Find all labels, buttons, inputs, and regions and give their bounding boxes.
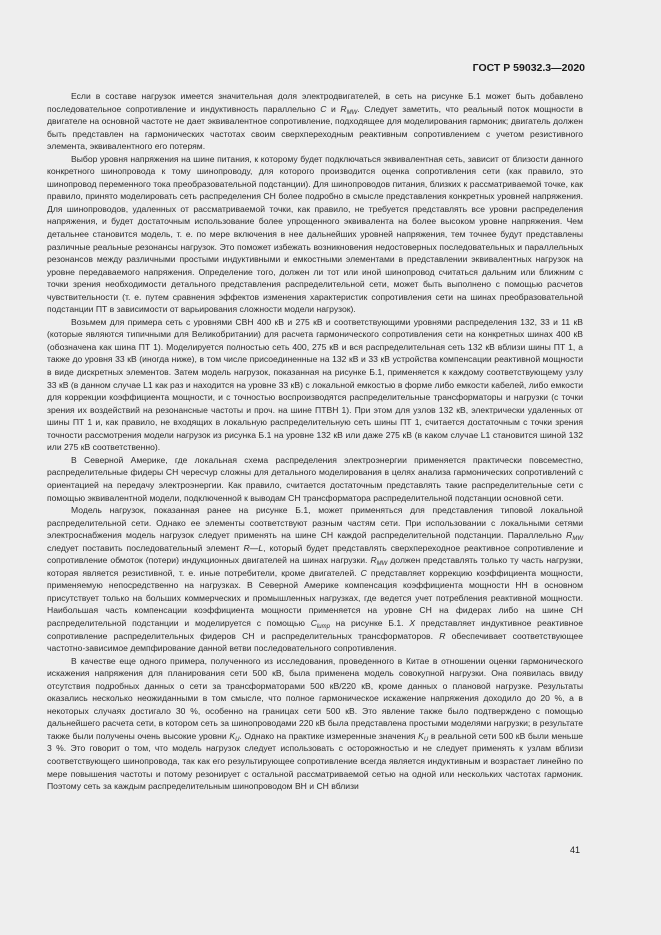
math-subscript: U	[235, 736, 240, 743]
page-number: 41	[569, 845, 580, 855]
paragraph-text: и	[326, 103, 341, 114]
paragraph-text: представляет коррекцию коэффициента мощности, применяемую непосредственно на нагрузках. В Северной Америке компенсация коэффициента мощности НН в основном присутствует только на больших коммерческих и промышленных нагрузках, где ведется учет потребления реактивной мощности. Наибольшая часть компенсации коэффициента мощности применяется на уровне СН на фидерах либо на шине СН распределительной подстанции и моделируется с помощью	[47, 567, 583, 628]
paragraph	[47, 504, 583, 655]
math-symbol: R—L	[243, 542, 264, 553]
math-subscript: MW	[376, 561, 388, 568]
paragraph	[47, 316, 583, 454]
document-header-standard-code: ГОСТ Р 59032.3—2020	[472, 62, 585, 74]
math-symbol: $C_{lump}$	[310, 617, 330, 630]
paragraph-text: следует поставить последовательный элемент	[47, 542, 244, 553]
math-subscript: MW	[346, 109, 358, 116]
math-symbol: $R_{MW}$	[340, 103, 358, 116]
math-symbol: C	[320, 103, 327, 114]
paragraph-text: В Северной Америке, где локальная схема распределения электроэнергии применяется практически повсеместно, распределительные фидеры СН чересчур сложны для детального моделирования в целях анализа гармонических сопротивлений с ориентацией на передачу электроэнергии. Как правило, считается достаточным представлять такие распределительные сети с помощью эквивалентной модели, подключенной к выводам СН трансформатора распределительной подстанции основной сети.	[47, 454, 583, 503]
paragraph	[47, 655, 583, 793]
math-symbol: $R_{MW}$	[370, 555, 388, 568]
math-symbol: R	[439, 630, 446, 641]
math-symbol: C	[360, 567, 367, 578]
paragraph-text: Если в составе нагрузок имеется значительная доля электродвигателей, в сеть на рисунке Б.1 может быть добавлено последовательное сопротивление и индуктивность параллельно	[47, 91, 583, 114]
math-subscript: lump	[316, 623, 330, 630]
paragraph	[47, 454, 583, 504]
paragraph-text: , который будет представлять сверхпереходное реактивное сопротивление и сопротивление обмоток (потери) индукционных двигателей на шинах нагрузки.	[47, 542, 583, 566]
paragraph	[47, 90, 583, 153]
document-body	[47, 90, 583, 793]
paragraph-text: В качестве еще одного примера, полученного из исследования, проведенного в Китае в отношении оценки гармонического искажения напряжения для планирования сети 500 кВ, была применена модель совокупной нагрузки. Она появилась ввиду отсутствия подробных данных о сети за трансформаторами 500 кВ/220 кВ, кроме данных о плановой нагрузке. Результаты оказались несколько неожиданными в том смысле, что полное гармоническое искажение напряжения доходило до 20 %, а в некоторых случаях достигало 30 %, особенно на границах сети 500 кВ. Это явление также было подтверждено с помощью дальнейшего расчета сети, в котором сеть за шинопроводами 220 кВ была представлена простыми моделями нагрузки; в результате также были получены очень высокие уровни	[47, 655, 583, 741]
math-subscript: U	[423, 736, 429, 743]
paragraph-text: должен представлять только ту часть нагрузки, которая является резистивной, т. е. иные потребители, кроме двигателей.	[47, 555, 583, 578]
paragraph-text: Возьмем для примера сеть с уровнями СВН 400 кВ и 275 кВ и соответствующими уровнями распределения 132, 33 и 11 кВ (которые являются типичными для Великобритании) для расчета гармонического сопротивления сети на конкретных шинах 400 кВ (обозначена как шина ПТ 1). Моделируется полностью сеть 400, 275 кВ и вся распределительная сеть 132 кВ вблизи шины ПТ 1, а также до уровня 33 кВ (иногда ниже), в том числе присоединенные на 132 кВ и 33 кВ устройства компенсации реактивной мощности в виде дискретных элементов. Затем модель нагрузок, показанная на рисунке Б.1, применяется к каждому соответствующему узлу 33 кВ (в данном случае L1 как раз и находится на уровне 33 кВ) с локальной емкостью в форме либо емкости кабелей, либо емкости для коррекции коэффициента мощности, и с точностью воспроизводятся распределительные трансформаторы и нагрузки (с точки зрения их воздействий на резонансные частоты и проч. на шине ПТВН 1). При этом для узлов 132 кВ, электрически удаленных от шины ПТ 1 и, как правило, не входящих в локальную распределительную сеть шины ПТ 1, считается достаточным с точки зрения точности рассмотрения модели нагрузок из рисунка Б.1 на уровне 132 кВ или даже 275 кВ (в каком случае L1 становится шиной 132 или 275 кВ соответственно).	[47, 316, 583, 453]
paragraph-text: представляет индуктивное реактивное сопротивление распределительных фидеров СН и распределительных трансформаторов.	[47, 617, 583, 641]
math-symbol: $K_U$	[418, 730, 429, 743]
paragraph-text: на рисунке Б.1.	[329, 617, 410, 628]
math-symbol: X	[409, 617, 416, 628]
paragraph-text: . Однако на практике измеренные значения	[239, 730, 419, 741]
paragraph-text: обеспечивает соответствующее частотно-зависимое демпфирование данной ветви последовательного сопротивления.	[47, 630, 583, 654]
paragraph	[47, 153, 583, 316]
paragraph-text: Модель нагрузок, показанная ранее на рисунке Б.1, может применяться для представления типовой локальной распределительной сети. Однако ее элементы соответствуют разным частям сети. При использовании с локальными сетями электроснабжения модель нагрузок следует применять на шине СН каждой распределительной подстанции. Параллельно	[47, 505, 583, 541]
paragraph-text: . Следует заметить, что реальный поток мощности в двигателе на основной частоте не дает эквивалентное сопротивление, подходящее для моделирования гармоник; двигатель должен быть представлен на гармонических частотах своим сверхпереходным реактивным сопротивлением с учетом резистивного элемента, эквивалентного его потерям.	[47, 103, 584, 152]
math-symbol: $R_{MW}$	[566, 530, 583, 543]
paragraph-text: в реальной сети 500 кВ были меньше 3 %. Это говорит о том, что модель нагрузок следует использовать с осторожностью и не следует применять к узлам вблизи соответствующего шинопровода, так как его результирующее сопротивление всегда является индуктивным и возрастает линейно по мере повышения частоты и потому резонирует с остальной рассматриваемой сетью на одной или нескольких частотах гармоник. Поэтому сеть за каждым распределительным шинопроводом ВН и СН вблизи	[47, 730, 583, 792]
paragraph-text: Выбор уровня напряжения на шине питания, к которому будет подключаться эквивалентная сеть, зависит от близости данного конкретного шинопровода к тому шинопроводу, для которого производится оценка сопротивления сети (как правило, это шинопровод переменного тока преобразовательной подстанции). Для шинопроводов питания, близких к рассматриваемой точке, как правило, принято моделировать сеть распределения СН более подробно в смысле представления конкретных уровней напряжения. Для шинопроводов, удаленных от рассматриваемой точки, как правило, не требуется представлять все уровни распределения напряжения, и будет достаточным использование более упрощенного эквивалента на более высоком уровне напряжения. Чем детальнее становится модель, т. е. по мере включения в нее дальнейших уровней напряжения, тем точнее будут представлены различные реальные резонансы нагрузок. Это поможет избежать возникновения недостоверных последовательных и параллельных резонансов между различными простыми индуктивными и емкостными элементами в представлении эквивалентных нагрузок на уровне передаваемого напряжения. Определение того, должен ли тот или иной шинопровод считаться дальним или ближним с точки зрения необходимости детального представления распределительной сети, может быть выполнено с помощью расчетов чувствительности (т. е. путем сравнения эффектов изменения характеристик сопротивления сети на шинах преобразовательной подстанции ПТ в зависимости от варьирования сложности модели нагрузок).	[47, 153, 583, 315]
math-symbol: $K_U$	[229, 730, 240, 743]
math-subscript: MW	[572, 536, 583, 543]
